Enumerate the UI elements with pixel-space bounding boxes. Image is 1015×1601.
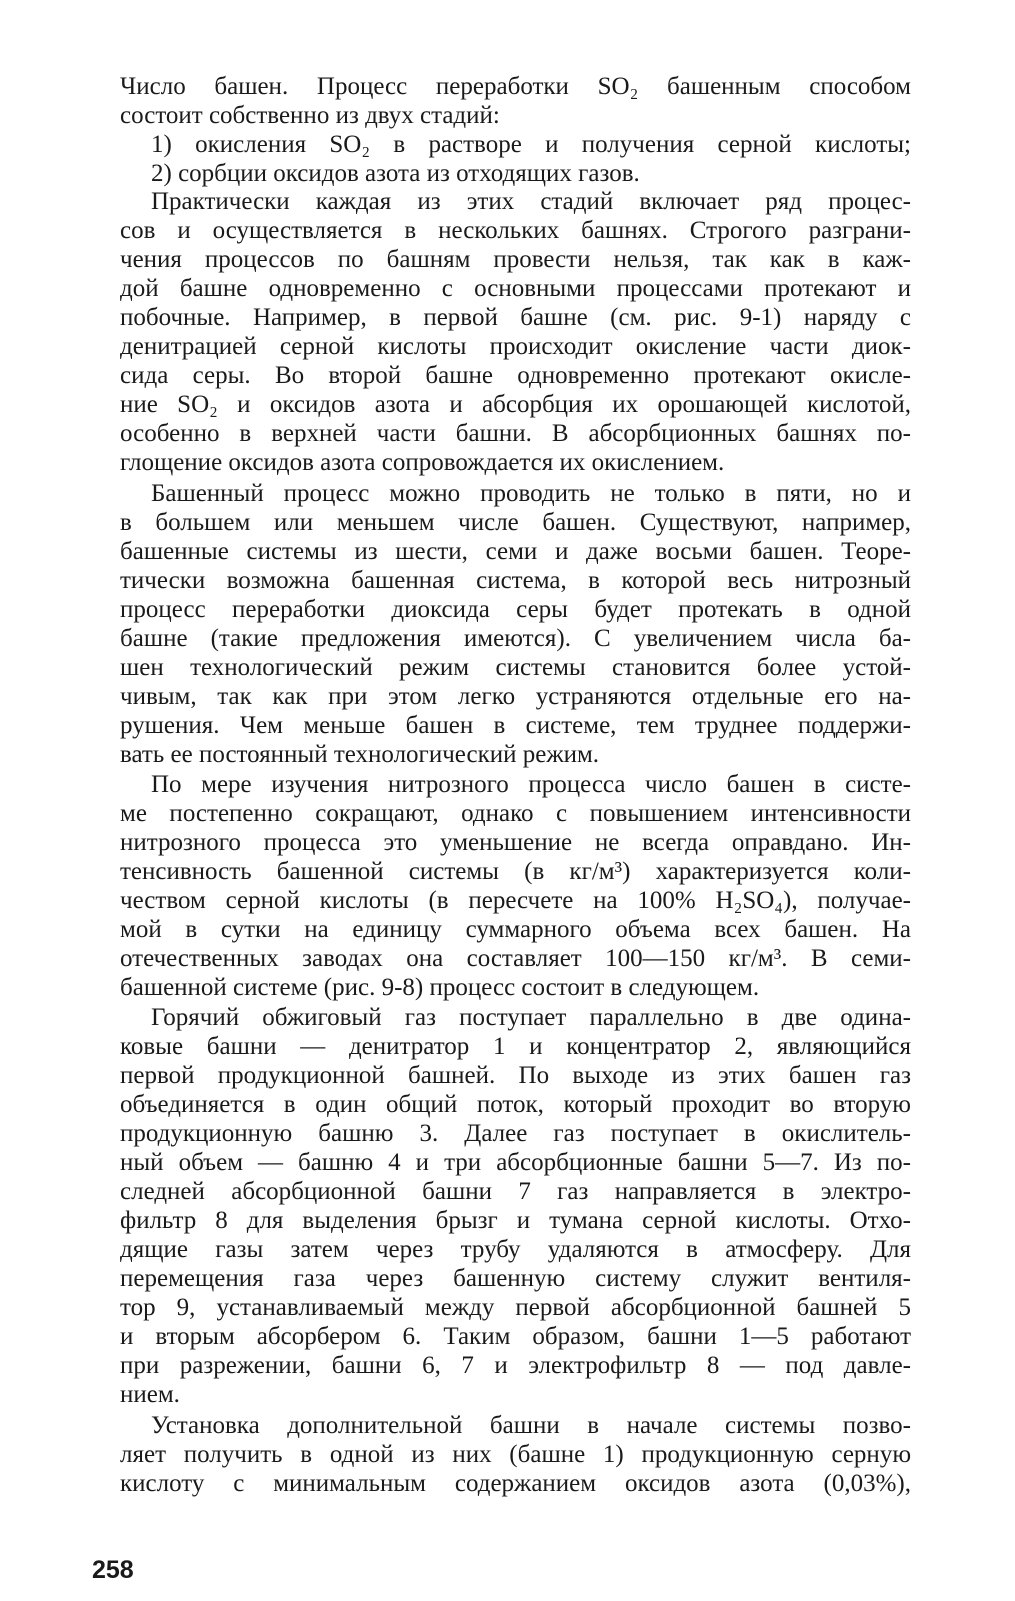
text-line: ние SO₂ и оксидов азота и абсорбция их орошающей кислотой, — [120, 391, 911, 418]
text-line: башенные системы из шести, семи и даже восьми башен. Теоре- — [120, 538, 911, 565]
text-line: тически возможна башенная система, в которой весь нитрозный — [120, 567, 911, 594]
text-line: вать ее постоянный технологический режим. — [120, 741, 600, 768]
text-line: дой башне одновременно с основными процессами протекают и — [120, 275, 911, 302]
text-line: Установка дополнительной башни в начале системы позво- — [151, 1412, 911, 1439]
text-line: процесс переработки диоксида серы будет протекать в одной — [120, 596, 911, 623]
text-line: следней абсорбционной башни 7 газ направляется в электро- — [120, 1178, 911, 1205]
text-line: рушения. Чем меньше башен в системе, тем труднее поддержи- — [120, 712, 911, 739]
text-line: отечественных заводах она составляет 100—150 кг/м³. В семи- — [120, 945, 911, 972]
text-line: ме постепенно сокращают, однако с повышением интенсивности — [120, 800, 911, 827]
text-line: Башенный процесс можно проводить не только в пяти, но и — [151, 480, 911, 507]
text-line: Горячий обжиговый газ поступает параллельно в две одина- — [151, 1004, 911, 1031]
text-line: фильтр 8 для выделения брызг и тумана серной кислоты. Отхо- — [120, 1207, 911, 1234]
text-line: тенсивность башенной системы (в кг/м³) характеризуется коли- — [120, 858, 911, 885]
text-line: кислоту с минимальным содержанием оксидов азота (0,03%), — [120, 1470, 911, 1497]
text-line: нитрозного процесса это уменьшение не всегда оправдано. Ин- — [120, 829, 911, 856]
text-line: объединяется в один общий поток, который проходит во вторую — [120, 1091, 911, 1118]
text-line: мой в сутки на единицу суммарного объема всех башен. На — [120, 916, 911, 943]
text-line: ляет получить в одной из них (башне 1) продукционную серную — [120, 1441, 911, 1468]
text-line: тор 9, устанавливаемый между первой абсорбционной башней 5 — [120, 1294, 911, 1321]
list-item: 1) окисления SO₂ в растворе и получения серной кислоты; — [151, 131, 911, 158]
text-line: нием. — [120, 1381, 180, 1408]
text-line: и вторым абсорбером 6. Таким образом, башни 1—5 работают — [120, 1323, 911, 1350]
text-line: перемещения газа через башенную систему служит вентиля- — [120, 1265, 911, 1292]
text-line: Практически каждая из этих стадий включает ряд процес- — [151, 188, 911, 215]
text-line: чения процессов по башням провести нельзя, так как в каж- — [120, 246, 911, 273]
text-line: По мере изучения нитрозного процесса число башен в систе- — [151, 771, 911, 798]
text-line: денитрацией серной кислоты происходит окисление части диок- — [120, 333, 911, 360]
text-line: башенной системе (рис. 9-8) процесс состоит в следующем. — [120, 974, 760, 1001]
list-item: 2) сорбции оксидов азота из отходящих газов. — [151, 160, 640, 187]
text-line: первой продукционной башней. По выходе из этих башен газ — [120, 1062, 911, 1089]
text-line: ковые башни — денитратор 1 и концентратор 2, являющийся — [120, 1033, 911, 1060]
text-line: сов и осуществляется в нескольких башнях. Строгого разграни- — [120, 217, 911, 244]
text-line: побочные. Например, в первой башне (см. рис. 9-1) наряду с — [120, 304, 911, 331]
text-line: состоит собственно из двух стадий: — [120, 102, 500, 129]
page-number: 258 — [92, 1556, 134, 1584]
text-line: особенно в верхней части башни. В абсорбционных башнях по- — [120, 420, 911, 447]
text-line: продукционную башню 3. Далее газ поступает в окислитель- — [120, 1120, 911, 1147]
text-line: ный объем — башню 4 и три абсорбционные башни 5—7. Из по- — [120, 1149, 911, 1176]
text-line: в большем или меньшем числе башен. Существуют, например, — [120, 509, 911, 536]
text-line: чивым, так как при этом легко устраняются отдельные его на- — [120, 683, 911, 710]
text-line: башне (такие предложения имеются). С увеличением числа ба- — [120, 625, 911, 652]
text-line: сида серы. Во второй башне одновременно протекают окисле- — [120, 362, 911, 389]
text-line: при разрежении, башни 6, 7 и электрофильтр 8 — под давле- — [120, 1352, 911, 1379]
text-line: Число башен. Процесс переработки SO₂ башенным способом — [120, 73, 911, 100]
text-line: дящие газы затем через трубу удаляются в атмосферу. Для — [120, 1236, 911, 1263]
text-line: шен технологический режим системы становится более устой- — [120, 654, 911, 681]
text-line: глощение оксидов азота сопровождается их окислением. — [120, 449, 725, 476]
text-line: чеством серной кислоты (в пересчете на 100% H₂SO₄), получае- — [120, 887, 911, 914]
